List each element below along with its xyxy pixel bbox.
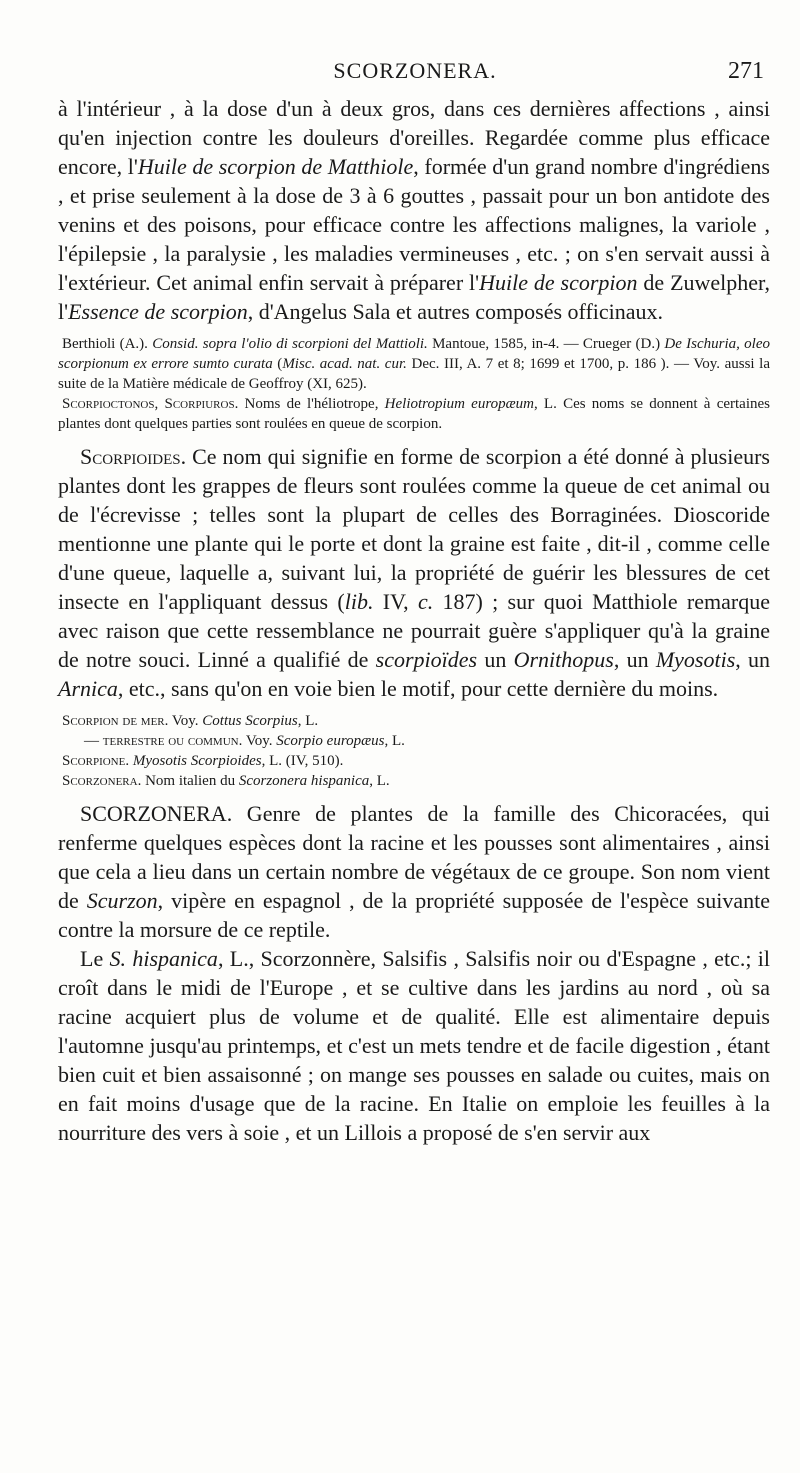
spacer: [58, 434, 770, 442]
entry-scorpion-de-mer: [58, 711, 770, 731]
text-run: Le: [80, 946, 110, 971]
text-run: , formée d'un grand nombre d'ingrédiens , et prise seulement à la dose de 3 à 6 gouttes , passait pour un bon antidote des venins et des poisons, pour efficace contre les affections malignes, la variole , l'épilepsie , la paralysie , les maladies vermineuses , etc. ; on s'en servait aussi à l'extérieur. Cet animal enfin servait à préparer l': [58, 154, 770, 295]
text-run: . Voy.: [238, 733, 277, 749]
text-run: ,: [154, 396, 165, 412]
text-run: à l'intérieur , à la dose d'un à deux gros, dans ces dernières affections , ainsi qu'en injection contre les douleurs d'oreilles. Regardée comme plus efficace encore, l': [58, 96, 770, 179]
text-run: . Genre de plantes de la famille des Chicoracées, qui renferme quelques espèces dont la racine et les pousses sont alimentaires , ainsi que cela a lieu dans un certain nombre de végétaux de ce groupe. Son nom vient de: [58, 801, 770, 913]
text-run: de Zuwelpher, l': [58, 270, 770, 324]
entry-headword: SCORZONERA: [80, 801, 227, 826]
italic-run: Essence de scorpion: [68, 299, 248, 324]
italic-run: Scorpio europæus: [276, 733, 385, 749]
text-run: , L.: [384, 733, 405, 749]
italic-run: De Ischuria, oleo scorpionum ex errore sumto curata: [58, 336, 771, 372]
text-run: IV,: [373, 589, 418, 614]
text-run: Berthioli (A.).: [62, 336, 153, 352]
italic-run: Huile de scorpion de Matthiole: [137, 154, 414, 179]
text-block: [58, 94, 770, 1147]
text-run: . Voy.: [164, 713, 203, 729]
text-run: 187) ; sur quoi Matthiole remarque avec raison que cette ressemblance ne pourrait guère s'appliquer qu'à la graine de notre souci. Linné a qualifié de: [58, 589, 770, 672]
page-number: 271: [728, 58, 764, 84]
italic-run: Ornithopus: [513, 647, 614, 672]
italic-run: Heliotropium europæum: [384, 396, 534, 412]
text-run: .: [125, 753, 133, 769]
italic-run: Myosotis Scorpioides: [132, 753, 262, 769]
entry-scorzonera-italian: [58, 771, 770, 791]
text-run: Mantoue, 1585, in-4. — Crueger (D.): [427, 336, 665, 352]
text-run: Dec. III, A. 7 et 8; 1699 et 1700, p. 186 ). — Voy. aussi la suite de la Matière médicale de Geoffroy (XI, 625).: [58, 356, 770, 392]
cross-reference-list: [58, 711, 770, 791]
text-run: , L.: [297, 713, 319, 729]
text-run: , d'Angelus Sala et autres composés officinaux.: [247, 299, 664, 324]
italic-run: Consid. sopra l'olio di scorpioni del Mattioli.: [152, 336, 428, 352]
entry-scorpioctonos: [58, 394, 770, 434]
entry-headword: Scorpione: [62, 753, 126, 769]
italic-run: Cottus Scorpius: [202, 713, 298, 729]
italic-run: Myosotis: [655, 647, 736, 672]
text-run: , L. (IV, 510).: [261, 753, 344, 769]
running-head: [60, 58, 770, 92]
paragraph-hispanica: [58, 944, 770, 1147]
spacer: [58, 326, 770, 334]
text-run: , etc., sans qu'on en voie bien le motif, pour cette dernière du moins.: [117, 676, 719, 701]
text-run: , L. Ces noms se donnent à certaines plantes dont quelques parties sont roulées en queue de scorpion.: [58, 396, 770, 432]
text-run: . Nom italien du: [137, 773, 239, 789]
text-run: , L., Scorzonnère, Salsifis , Salsifis noir ou d'Espagne , etc.; il croît dans le midi de l'Europe , et se cultive dans les jardins au nord , où sa racine acquiert plus de volume et de qualité. Elle est alimentaire depuis l'automne jusqu'au printemps, et c'est un mets tendre et de facile digestion , étant bien cuit et bien assaisonné ; on mange ses pousses en salade ou cuites, mais on en fait moins d'usage que de la racine. En Italie on emploie les feuilles à la nourriture des vers à soie , et un Lillois a proposé de s'en servir aux: [58, 946, 770, 1145]
italic-run: Arnica: [58, 676, 118, 701]
italic-run: scorpioïdes: [375, 647, 478, 672]
entry-headword: terrestre ou commun: [102, 733, 239, 749]
text-run: . Ce nom qui signifie en forme de scorpion a été donné à plusieurs plantes dont les grappes de fleurs sont roulées comme la queue de cet animal ou de l'écrevisse ; telles sont la plupart de celles des Borraginées. Dioscoride mentionne une plante qui le porte et dont la graine est faite , dit-il , comme celle d'une queue, laquelle a, suivant lui, la propriété de guérir les blessures de cet insecte en l'appliquant dessus (: [58, 444, 770, 614]
entry-headword: Scorpiuros: [164, 396, 235, 412]
spacer: [58, 791, 770, 799]
italic-run: Scorzonera hispanica: [238, 773, 370, 789]
entry-scorpione: [58, 751, 770, 771]
text-run: un: [477, 647, 514, 672]
running-title: SCORZONERA.: [333, 58, 497, 83]
entry-headword: Scorzonera: [62, 773, 138, 789]
italic-run: lib.: [344, 589, 374, 614]
italic-run: S. hispanica: [109, 946, 218, 971]
text-run: , un: [613, 647, 656, 672]
text-run: . Noms de l'héliotrope,: [234, 396, 385, 412]
text-run: , L.: [369, 773, 390, 789]
dash: —: [84, 733, 99, 749]
entry-headword: Scorpioides: [80, 444, 181, 469]
italic-run: Scurzon: [86, 888, 158, 913]
italic-run: Huile de scorpion: [479, 270, 638, 295]
entry-scorzonera: [58, 799, 770, 944]
spacer: [58, 703, 770, 711]
italic-run: Misc. acad. nat. cur.: [282, 356, 407, 372]
italic-run: c.: [417, 589, 434, 614]
entry-scorpioides: [58, 442, 770, 703]
text-run: , vipère en espagnol , de la propriété supposée de l'espèce suivante contre la morsure de ce reptile.: [58, 888, 770, 942]
entry-scorpion-terrestre: [58, 731, 770, 751]
bibliography-note: [58, 334, 770, 394]
entry-headword: Scorpioctonos: [62, 396, 155, 412]
text-run: , un: [735, 647, 771, 672]
text-run: (: [272, 356, 283, 372]
entry-headword: Scorpion de mer: [62, 713, 165, 729]
paragraph-scorpion-oil: [58, 94, 770, 326]
